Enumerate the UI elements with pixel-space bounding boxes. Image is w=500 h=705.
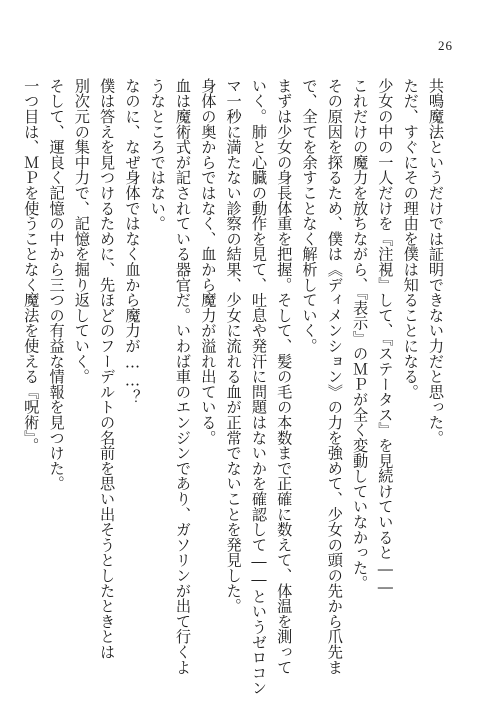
text-line: 共鳴魔法というだけでは証明できない力だと思った。: [427, 78, 445, 446]
text-line: その原因を探るため、僕は《ディメンション》の力を強めて、少女の頭の先から爪先ま: [325, 78, 344, 675]
text-line: いく。肺と心臓の動作を見て、吐息や発汗に問題はないかを確認して――というゼロコン: [249, 78, 268, 696]
text-line: ただ、すぐにその理由を僕は知ることになる。: [401, 78, 420, 400]
text-line: マ一秒に満たない診察の結果、少女に流れる血が正常でないことを発見した。: [224, 78, 243, 614]
text-line: うなところではない。: [148, 78, 167, 231]
page-number: 26: [438, 38, 453, 53]
text-line: なのに、なぜ身体ではなく血から魔力が……？: [123, 78, 142, 405]
text-line: で、全てを余すことなく解析していく。: [300, 78, 319, 354]
text-line: 少女の中の一人だけを『注視』して、『ステータス』を見続けていると――: [376, 78, 395, 597]
text-line: 別次元の集中力で、記憶を掘り返していく。: [72, 78, 91, 384]
body-text: [18, 78, 448, 696]
text-line: 僕は答えを見つけるために、先ほどのフーデルトの名前を思い出そうとしたときとは: [98, 78, 117, 660]
text-line: 身体の奥からではなく、血から魔力が溢れ出ている。: [199, 78, 218, 446]
text-line: これだけの魔力を放ちながら、『表示』のＭＰが全く変動していなかった。: [351, 78, 370, 591]
text-line: まずは少女の身長体重を把握。そして、髪の毛の本数まで正確に数えて、体温を測って: [275, 78, 294, 675]
text-line: 血は魔術式が記されている器官だ。いわば車のエンジンであり、ガソリンが出て行くよ: [174, 78, 193, 675]
text-line: 一つ目は、ＭＰを使うことなく魔法を使える『呪術』。: [22, 78, 41, 453]
text-line: そして、運良く記憶の中から三つの有益な情報を見つけた。: [47, 78, 66, 492]
